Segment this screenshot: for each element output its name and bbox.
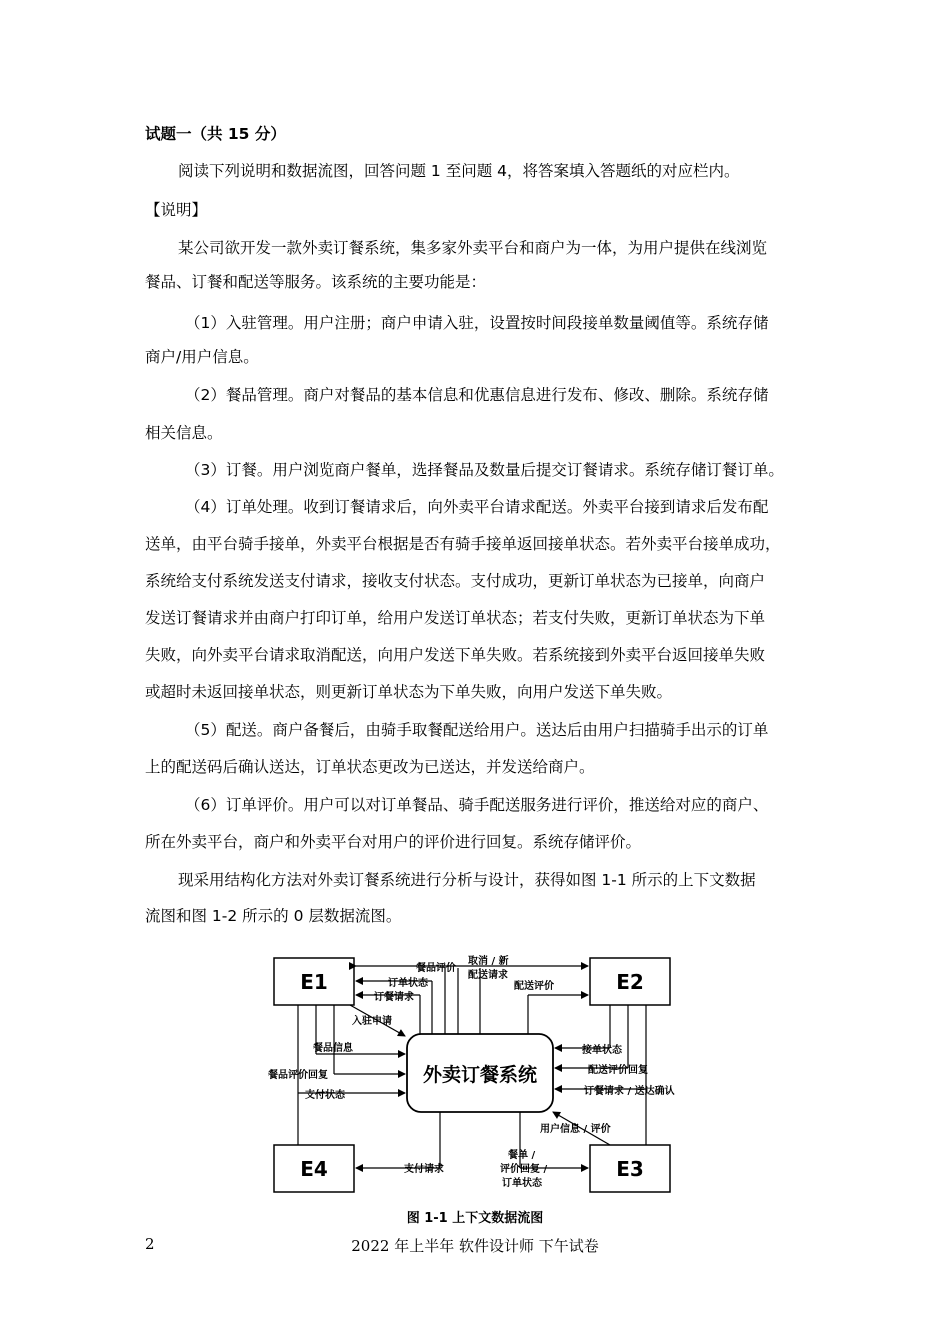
label-join-apply: 入驻申请 [352, 1016, 392, 1027]
page-footer: 2022 年上半年 软件设计师 下午试卷 [351, 1237, 599, 1255]
paragraph-line: 送单，由平台骑手接单，外卖平台根据是否有骑手接单返回接单状态。若外卖平台接单成功， [145, 535, 781, 553]
paragraph-line: （2）餐品管理。商户对餐品的基本信息和优惠信息进行发布、修改、删除。系统存储 [185, 386, 769, 404]
label-cancel-new-2: 配送请求 [468, 970, 508, 981]
label-menu-2: 评价回复 / [500, 1164, 548, 1175]
label-order-confirm: 订餐请求 / 送达确认 [584, 1086, 675, 1097]
section-label: 【说明】 [145, 201, 208, 219]
label-accept-status: 接单状态 [582, 1045, 622, 1056]
paragraph-line: 失败，向外卖平台请求取消配送，向用户发送下单失败。若系统接到外卖平台返回接单失败 [145, 646, 766, 664]
entity-e2-label: E2 [616, 970, 644, 994]
label-delivery-review: 配送评价 [514, 981, 554, 992]
paragraph-line: （4）订单处理。收到订餐请求后，向外卖平台请求配送。外卖平台接到请求后发布配 [185, 498, 769, 516]
paragraph-line: 系统给支付系统发送支付请求，接收支付状态。支付成功，更新订单状态为已接单，向商户 [145, 572, 766, 590]
label-cancel-new-1: 取消 / 新 [468, 956, 509, 967]
paragraph-line: 或超时未返回接单状态，则更新订单状态为下单失败，向用户发送下单失败。 [145, 683, 673, 701]
paragraph-line: 某公司欲开发一款外卖订餐系统，集多家外卖平台和商户为一体，为用户提供在线浏览 [178, 239, 768, 257]
paragraph-line: （3）订餐。用户浏览商户餐单，选择餐品及数量后提交订餐请求。系统存储订餐订单。 [185, 461, 784, 479]
paragraph-line: （5）配送。商户备餐后，由骑手取餐配送给用户。送达后由用户扫描骑手出示的订单 [185, 721, 769, 739]
paragraph-line: 所在外卖平台，商户和外卖平台对用户的评价进行回复。系统存储评价。 [145, 833, 642, 851]
label-menu-1: 餐单 / [508, 1150, 536, 1161]
label-order-status: 订单状态 [388, 978, 428, 989]
label-delivery-review-reply: 配送评价回复 [588, 1065, 648, 1076]
page-number: 2 [145, 1235, 155, 1253]
paragraph-line: 流图和图 1-2 所示的 0 层数据流图。 [145, 907, 402, 925]
question-title: 试题一（共 15 分） [145, 125, 286, 143]
paragraph-line: 餐品、订餐和配送等服务。该系统的主要功能是： [145, 273, 487, 291]
paragraph-line: 相关信息。 [145, 424, 223, 442]
label-meal-info: 餐品信息 [313, 1043, 353, 1054]
paragraph-line: 上的配送码后确认送达，订单状态更改为已送达，并发送给商户。 [145, 758, 595, 776]
entity-e4-label: E4 [300, 1157, 328, 1181]
entity-e1-label: E1 [300, 970, 328, 994]
label-menu-3: 订单状态 [502, 1178, 542, 1189]
label-order-request: 订餐请求 [374, 992, 414, 1003]
label-pay-status: 支付状态 [305, 1090, 345, 1101]
entity-e3-label: E3 [616, 1157, 644, 1181]
intro-text: 阅读下列说明和数据流图，回答问题 1 至问题 4，将答案填入答题纸的对应栏内。 [178, 162, 740, 180]
label-user-info-review: 用户信息 / 评价 [540, 1124, 611, 1135]
paragraph-line: 发送订餐请求并由商户打印订单，给用户发送订单状态；若支付失败，更新订单状态为下单 [145, 609, 766, 627]
label-pay-request: 支付请求 [404, 1164, 444, 1175]
paragraph-line: （6）订单评价。用户可以对订单餐品、骑手配送服务进行评价，推送给对应的商户、 [185, 796, 769, 814]
label-meal-review: 餐品评价 [416, 963, 456, 974]
paragraph-line: （1）入驻管理。用户注册；商户申请入驻，设置按时间段接单数量阈值等。系统存储 [185, 314, 769, 332]
figure-caption: 图 1-1 上下文数据流图 [406, 1211, 544, 1226]
paragraph-line: 现采用结构化方法对外卖订餐系统进行分析与设计，获得如图 1-1 所示的上下文数据 [178, 871, 756, 889]
label-meal-review-reply: 餐品评价回复 [268, 1070, 328, 1081]
process-label: 外卖订餐系统 [422, 1064, 538, 1086]
paragraph-line: 商户/用户信息。 [145, 348, 259, 366]
